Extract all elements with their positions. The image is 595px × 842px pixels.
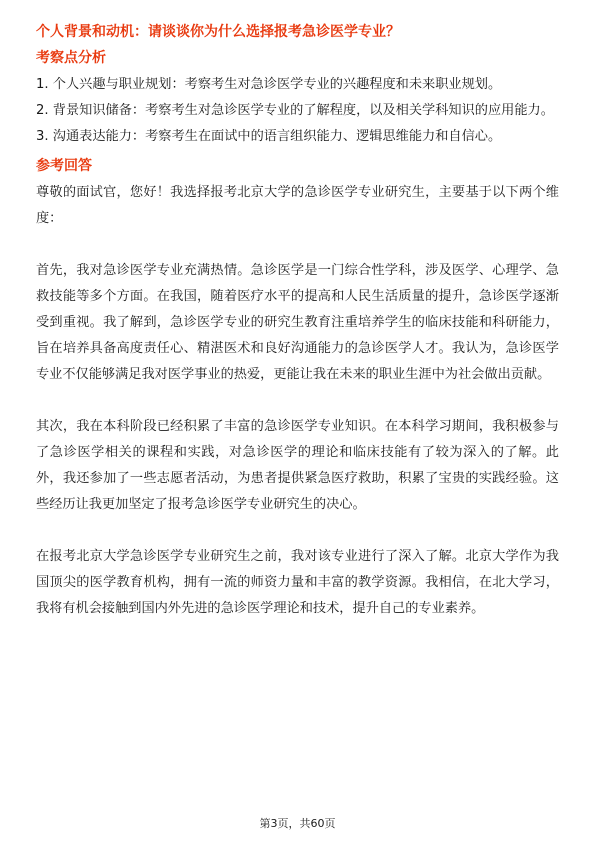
question-title: 个人背景和动机：请谈谈你为什么选择报考急诊医学专业？ <box>36 24 400 40</box>
answer-paragraph: 首先，我对急诊医学专业充满热情。急诊医学是一门综合性学科，涉及医学、心理学、急救技能等多个方面。在我国，随着医疗水平的提高和人民生活质量的提升，急诊医学逐渐受到重视。我了解到，急诊医学专业的研究生教育注重培养学生的临床技能和科研能力，旨在培养具备高度责任心、精湛医术和良好沟通能力的急诊医学人才。我认为，急诊医学专业不仅能够满足我对医学事业的热爱，更能让我在未来的职业生涯中为社会做出贡献。 <box>36 263 559 382</box>
document-page <box>36 22 559 648</box>
answer-paragraph: 在报考北京大学急诊医学专业研究生之前，我对该专业进行了深入了解。北京大学作为我国顶尖的医学教育机构，拥有一流的师资力量和丰富的教学资源。我相信，在北大学习，我将有机会接触到国内外先进的急诊医学理论和技术，提升自己的专业素养。 <box>36 549 559 616</box>
answer-paragraph: 尊敬的面试官，您好！我选择报考北京大学的急诊医学专业研究生，主要基于以下两个维度： <box>36 185 559 226</box>
analysis-points <box>36 72 559 150</box>
analysis-point: 3. 沟通表达能力：考察考生在面试中的语言组织能力、逻辑思维能力和自信心。 <box>36 129 502 144</box>
answer-heading: 参考回答 <box>36 158 92 174</box>
page-number: 第3页，共60页 <box>259 817 336 830</box>
analysis-point: 2. 背景知识储备：考察考生对急诊医学专业的了解程度，以及相关学科知识的应用能力。 <box>36 103 554 118</box>
answer-paragraph: 其次，我在本科阶段已经积累了丰富的急诊医学专业知识。在本科学习期间，我积极参与了急诊医学相关的课程和实践，对急诊医学的理论和临床技能有了较为深入的了解。此外，我还参加了一些志愿者活动，为患者提供紧急医疗救助，积累了宝贵的实践经验。这些经历让我更加坚定了报考急诊医学专业研究生的决心。 <box>36 419 559 512</box>
analysis-point: 1. 个人兴趣与职业规划：考察考生对急诊医学专业的兴趣程度和未来职业规划。 <box>36 77 502 92</box>
analysis-heading: 考察点分析 <box>36 50 106 66</box>
